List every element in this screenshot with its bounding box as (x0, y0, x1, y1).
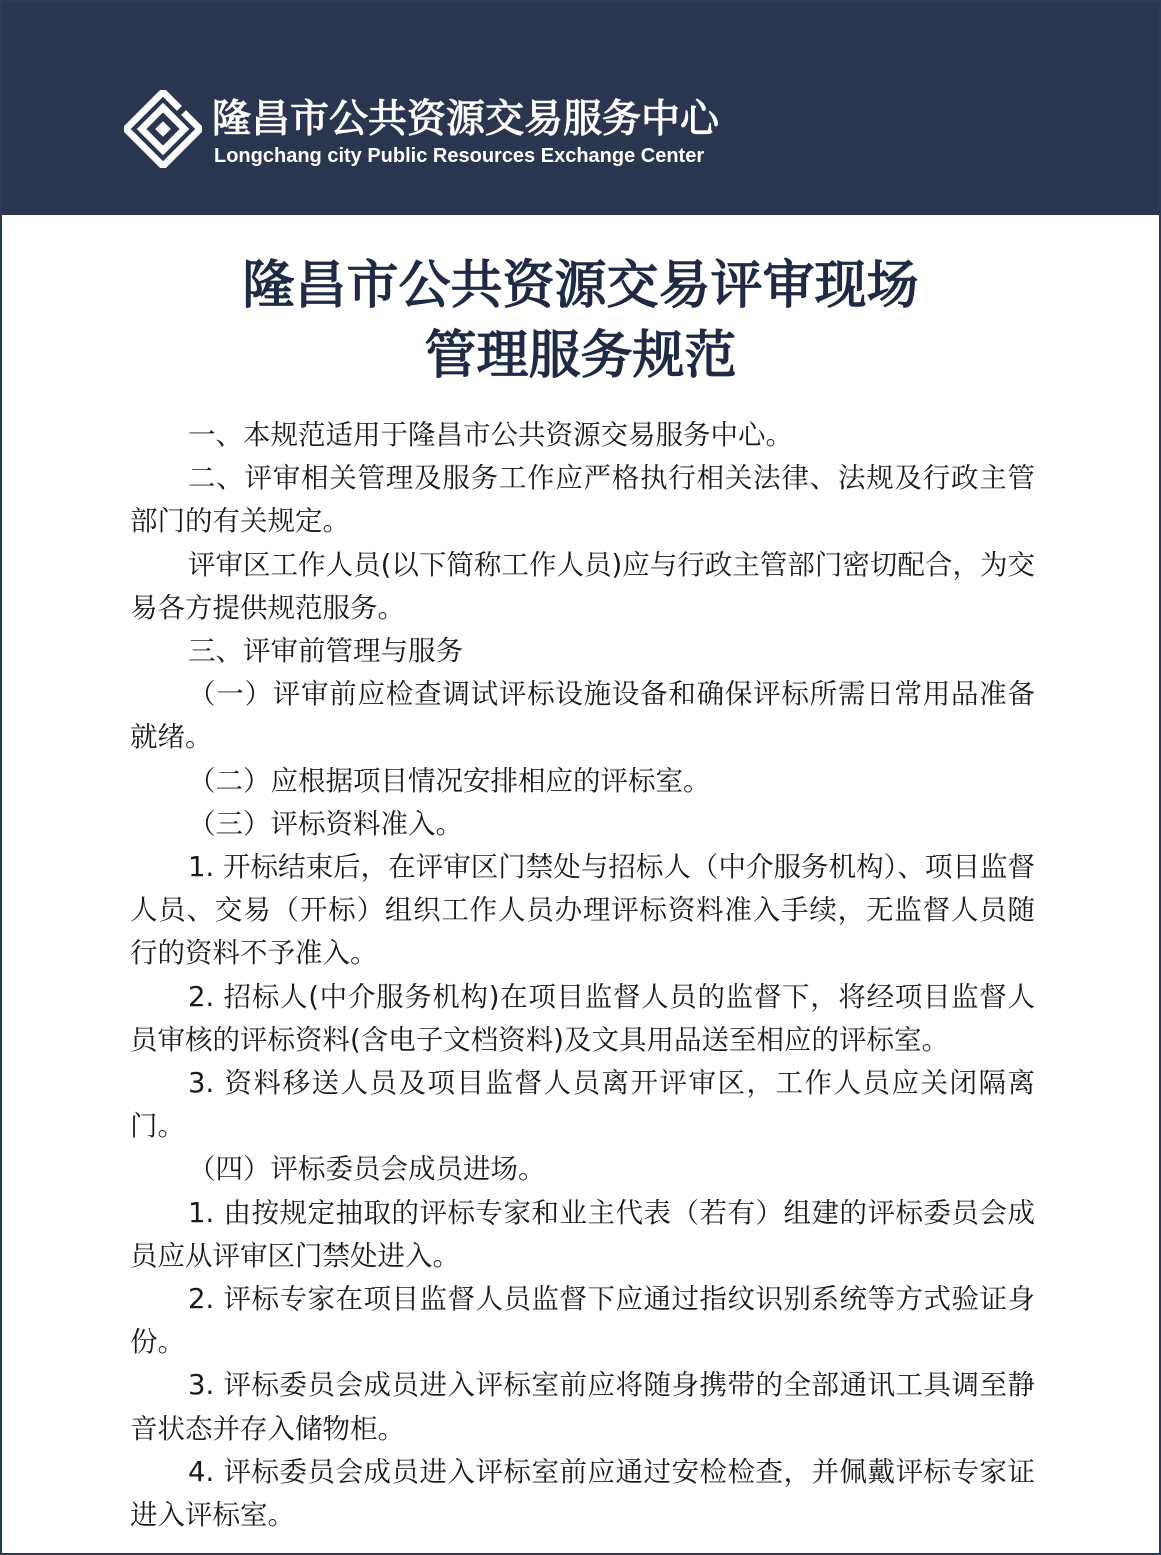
regulation-body (130, 414, 1035, 1537)
organization-name-en: Longchang city Public Resources Exchange Center (214, 145, 705, 167)
paragraph: 2. 招标人(中介服务机构)在项目监督人员的监督下，将经项目监督人员审核的评标资料(含电子文档资料)及文具用品送至相应的评标室。 (130, 980, 1035, 1056)
paragraph: 1. 开标结束后，在评审区门禁处与招标人（中介服务机构）、项目监督人员、交易（开标）组织工作人员办理评标资料准入手续，无监督人员随行的资料不予准入。 (130, 851, 1035, 970)
diamond-logo-icon (124, 90, 202, 168)
document-title-line2: 管理服务规范 (424, 326, 737, 386)
paragraph: 1. 由按规定抽取的评标专家和业主代表（若有）组建的评标委员会成员应从评审区门禁处进入。 (130, 1196, 1035, 1272)
paragraph: 3. 评标委员会成员进入评标室前应将随身携带的全部通讯工具调至静音状态并存入储物柜。 (130, 1369, 1035, 1445)
paragraph: （四）评标委员会成员进场。 (188, 1153, 546, 1186)
paragraph: 3. 资料移送人员及项目监督人员离开评审区，工作人员应关闭隔离门。 (130, 1067, 1035, 1143)
paragraph: 2. 评标专家在项目监督人员监督下应通过指纹识别系统等方式验证身份。 (130, 1283, 1035, 1359)
paragraph: （一）评审前应检查调试评标设施设备和确保评标所需日常用品准备就绪。 (130, 678, 1035, 754)
paragraph: （二）应根据项目情况安排相应的评标室。 (188, 764, 711, 797)
document-title-line1: 隆昌市公共资源交易评审现场 (242, 256, 919, 316)
header-banner (2, 2, 1159, 215)
paragraph: 二、评审相关管理及服务工作应严格执行相关法律、法规及行政主管部门的有关规定。 (130, 462, 1035, 538)
paragraph: 4. 评标委员会成员进入评标室前应通过安检检查，并佩戴评标专家证进入评标室。 (130, 1455, 1035, 1532)
organization-name-cn: 隆昌市公共资源交易服务中心 (212, 97, 720, 142)
paragraph: （三）评标资料准入。 (188, 807, 463, 840)
paragraph: 三、评审前管理与服务 (188, 635, 463, 668)
paragraph: 评审区工作人员(以下简称工作人员)应与行政主管部门密切配合，为交易各方提供规范服务。 (130, 548, 1035, 624)
paragraph: 一、本规范适用于隆昌市公共资源交易服务中心。 (188, 419, 793, 451)
